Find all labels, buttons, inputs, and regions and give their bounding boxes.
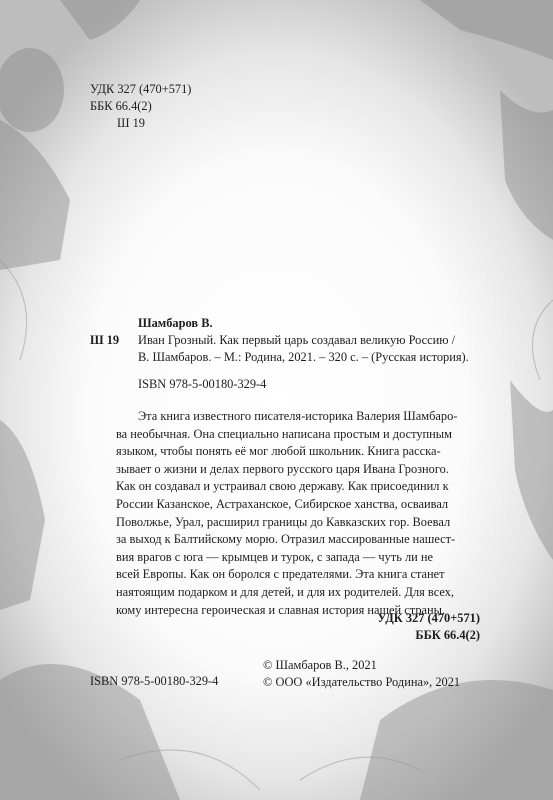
annotation-line: языком, чтобы понять её мог любой школьник. Книга расска- xyxy=(116,444,441,459)
bibliographic-description xyxy=(138,332,469,366)
copyright-block xyxy=(263,657,460,691)
annotation-line: Эта книга известного писателя-историка Валерия Шамбаро- xyxy=(138,409,458,423)
annotation-line: Как он создавал и устраивал свою державу. Как присоединил к xyxy=(116,479,449,494)
author-mark: Ш 19 xyxy=(117,116,145,130)
udk-code: УДК 327 (470+571) xyxy=(90,82,192,96)
copyright-publisher: © ООО «Издательство Родина», 2021 xyxy=(263,675,461,689)
bbk-code: ББК 66.4(2) xyxy=(90,99,152,113)
record-author-mark: Ш 19 xyxy=(90,333,120,347)
annotation-line: всей Европы. Как он боролся с предателями. Эта книга станет xyxy=(116,567,445,582)
footer-bbk-code: ББК 66.4(2) xyxy=(415,628,480,642)
author-name: Шамбаров В. xyxy=(138,316,213,330)
record-isbn: ISBN 978-5-00180-329-4 xyxy=(138,377,267,391)
header-classification-codes xyxy=(90,81,191,132)
annotation-line: России Казанское, Астраханское, Сибирское ханства, осваивал xyxy=(116,496,449,511)
annotation-line: ва необычная. Она специально написана простым и доступным xyxy=(116,426,452,441)
copyright-author: © Шамбаров В., 2021 xyxy=(263,658,377,672)
annotation-line: вия врагов с юга — крымцев и турок, с запада — чуть ли не xyxy=(116,549,433,564)
bib-line-2: В. Шамбаров. – М.: Родина, 2021. – 320 с. – (Русская история). xyxy=(138,350,469,364)
annotation-line: зывает о жизни и делах первого русского царя Ивана Грозного. xyxy=(116,461,449,476)
annotation-line: Поволжье, Урал, расширил границы до Кавказских гор. Воевал xyxy=(116,514,451,529)
footer-isbn: ISBN 978-5-00180-329-4 xyxy=(90,674,219,688)
annotation-line: за выход к Балтийскому морю. Отразил массированные нашест- xyxy=(116,532,456,547)
footer-classification-codes xyxy=(377,610,480,644)
footer-udk-code: УДК 327 (470+571) xyxy=(377,611,480,625)
bib-line-1: Иван Грозный. Как первый царь создавал великую Россию / xyxy=(138,333,456,347)
annotation xyxy=(116,408,457,619)
annotation-line: кому интересна героическая и славная история нашей страны. xyxy=(116,602,446,617)
annotation-line: наятоящим подарком и для детей, и для их родителей. Для всех, xyxy=(116,584,454,599)
